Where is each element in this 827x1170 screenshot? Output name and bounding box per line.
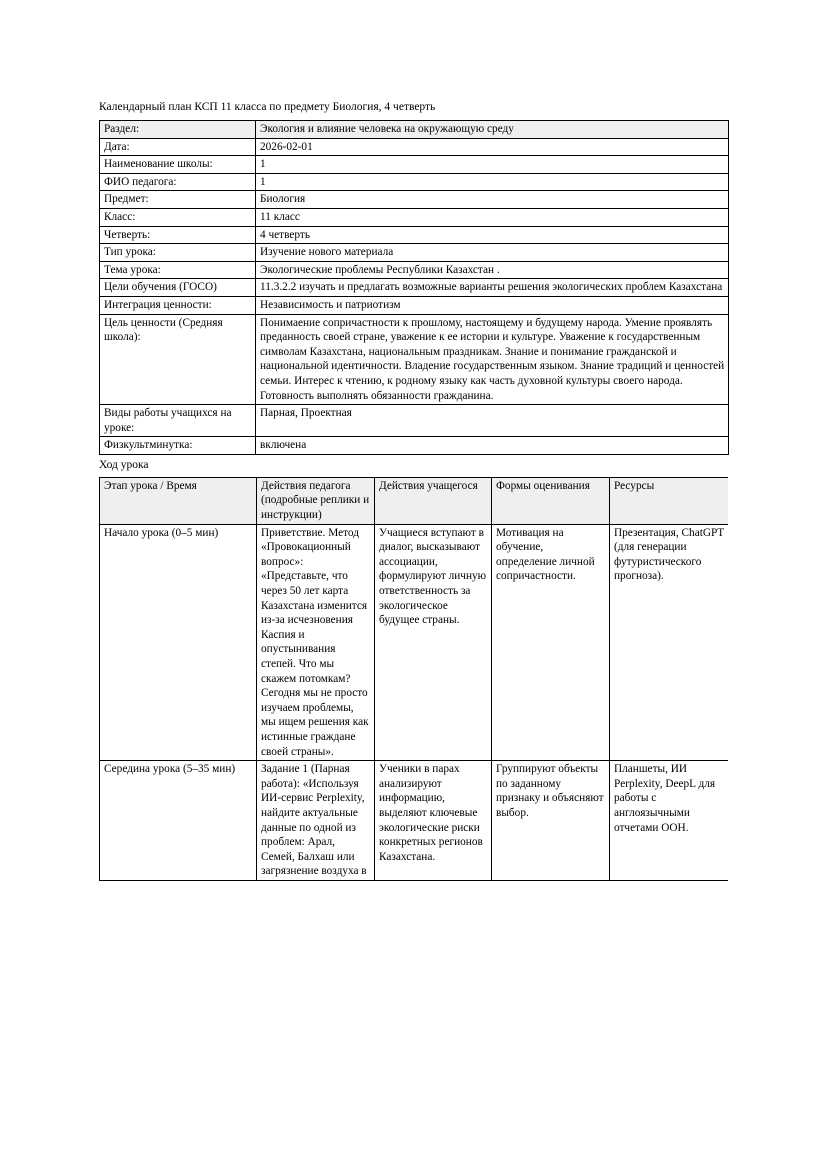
info-row-label: Цели обучения (ГОСО) [100, 279, 256, 297]
table-header-row [100, 477, 729, 524]
info-row-label: Наименование школы: [100, 156, 256, 174]
info-row-value: Экология и влияние человека на окружающую среду [256, 121, 729, 139]
teacher-actions-cell: Приветствие. Метод «Провокационный вопрос»: «Представьте, что через 50 лет карта Казахстана изменится из-за исчезновения Каспия и опустынивания степей. Что мы скажем потомкам? Сегодня мы не просто изучаем проблемы, мы ищем решения как истинные граждане своей страны». [257, 524, 375, 761]
assessment-cell: Мотивация на обучение, определение личной сопричастности. [492, 524, 610, 761]
teacher-actions-cell: Задание 1 (Парная работа): «Используя ИИ-сервис Perplexity, найдите актуальные данные по одной из проблем: Арал, Семей, Балхаш или загрязнение воздуха в [257, 761, 375, 881]
student-actions-cell: Ученики в парах анализируют информацию, выделяют ключевые экологические риски конкретных регионов Казахстана. [375, 761, 492, 881]
info-row-label: Тип урока: [100, 244, 256, 262]
table-row [100, 156, 729, 174]
table-row [100, 314, 729, 405]
info-row-label: Класс: [100, 208, 256, 226]
info-row-value: 11.3.2.2 изучать и предлагать возможные варианты решения экологических проблем Казахстана [256, 279, 729, 297]
info-row-label: Предмет: [100, 191, 256, 209]
table-row [100, 296, 729, 314]
lesson-flow-clip [99, 477, 728, 1066]
column-header: Формы оценивания [492, 477, 610, 524]
table-row [100, 761, 729, 881]
info-row-value: Биология [256, 191, 729, 209]
resources-cell: Планшеты, ИИ Perplexity, DeepL для работы с англоязычными отчетами ООН. [610, 761, 729, 881]
lesson-flow-head [100, 477, 729, 524]
table-row [100, 121, 729, 139]
table-row [100, 261, 729, 279]
lesson-flow-table [99, 477, 728, 881]
info-row-value: 1 [256, 156, 729, 174]
info-row-label: ФИО педагога: [100, 173, 256, 191]
info-row-value: Независимость и патриотизм [256, 296, 729, 314]
table-row [100, 405, 729, 437]
column-header: Ресурсы [610, 477, 729, 524]
info-row-label: Цель ценности (Средняя школа): [100, 314, 256, 405]
info-row-value: 11 класс [256, 208, 729, 226]
table-row [100, 138, 729, 156]
page-title: Календарный план КСП 11 класса по предмету Биология, 4 четверть [99, 101, 436, 113]
student-actions-cell: Учащиеся вступают в диалог, высказывают ассоциации, формулируют личную ответственность за экологическое будущее страны. [375, 524, 492, 761]
table-row [100, 437, 729, 455]
stage-cell: Середина урока (5–35 мин) [100, 761, 257, 881]
table-row [100, 191, 729, 209]
lesson-info-body [100, 121, 729, 455]
info-row-value: Парная, Проектная [256, 405, 729, 437]
lesson-flow-heading: Ход урока [99, 458, 149, 471]
resources-cell: Презентация, ChatGPT (для генерации футуристического прогноза). [610, 524, 729, 761]
info-row-label: Четверть: [100, 226, 256, 244]
info-row-value: Экологические проблемы Республики Казахстан . [256, 261, 729, 279]
info-row-label: Дата: [100, 138, 256, 156]
lesson-flow-body [100, 524, 729, 880]
info-row-value: включена [256, 437, 729, 455]
info-row-label: Интеграция ценности: [100, 296, 256, 314]
info-row-label: Виды работы учащихся на уроке: [100, 405, 256, 437]
document-content [99, 100, 728, 1066]
info-row-label: Тема урока: [100, 261, 256, 279]
info-row-label: Физкультминутка: [100, 437, 256, 455]
table-row [100, 173, 729, 191]
info-row-value: Изучение нового материала [256, 244, 729, 262]
table-row [100, 226, 729, 244]
lesson-info-table [99, 120, 729, 455]
info-row-value: Понимаение сопричастности к прошлому, настоящему и будущему народа. Умение проявлять преданность своей стране, уважение к ее истории и культуре. Уважение к государственным символам Казахстана, национальным праздникам. Знание и понимание гражданской и национальной идентичности. Владение государственным языком. Знание традиций и ценностей семьи. Интерес к чтению, к родному языку как часть духовной культуры своего народа. Готовность выполнять обязанности гражданина. [256, 314, 729, 405]
column-header: Действия учащегося [375, 477, 492, 524]
info-row-value: 2026-02-01 [256, 138, 729, 156]
info-row-label: Раздел: [100, 121, 256, 139]
info-row-value: 1 [256, 173, 729, 191]
table-row [100, 279, 729, 297]
table-row [100, 244, 729, 262]
assessment-cell: Группируют объекты по заданному признаку и объясняют выбор. [492, 761, 610, 881]
column-header: Действия педагога (подробные реплики и инструкции) [257, 477, 375, 524]
column-header: Этап урока / Время [100, 477, 257, 524]
info-row-value: 4 четверть [256, 226, 729, 244]
table-row [100, 524, 729, 761]
stage-cell: Начало урока (0–5 мин) [100, 524, 257, 761]
table-row [100, 208, 729, 226]
